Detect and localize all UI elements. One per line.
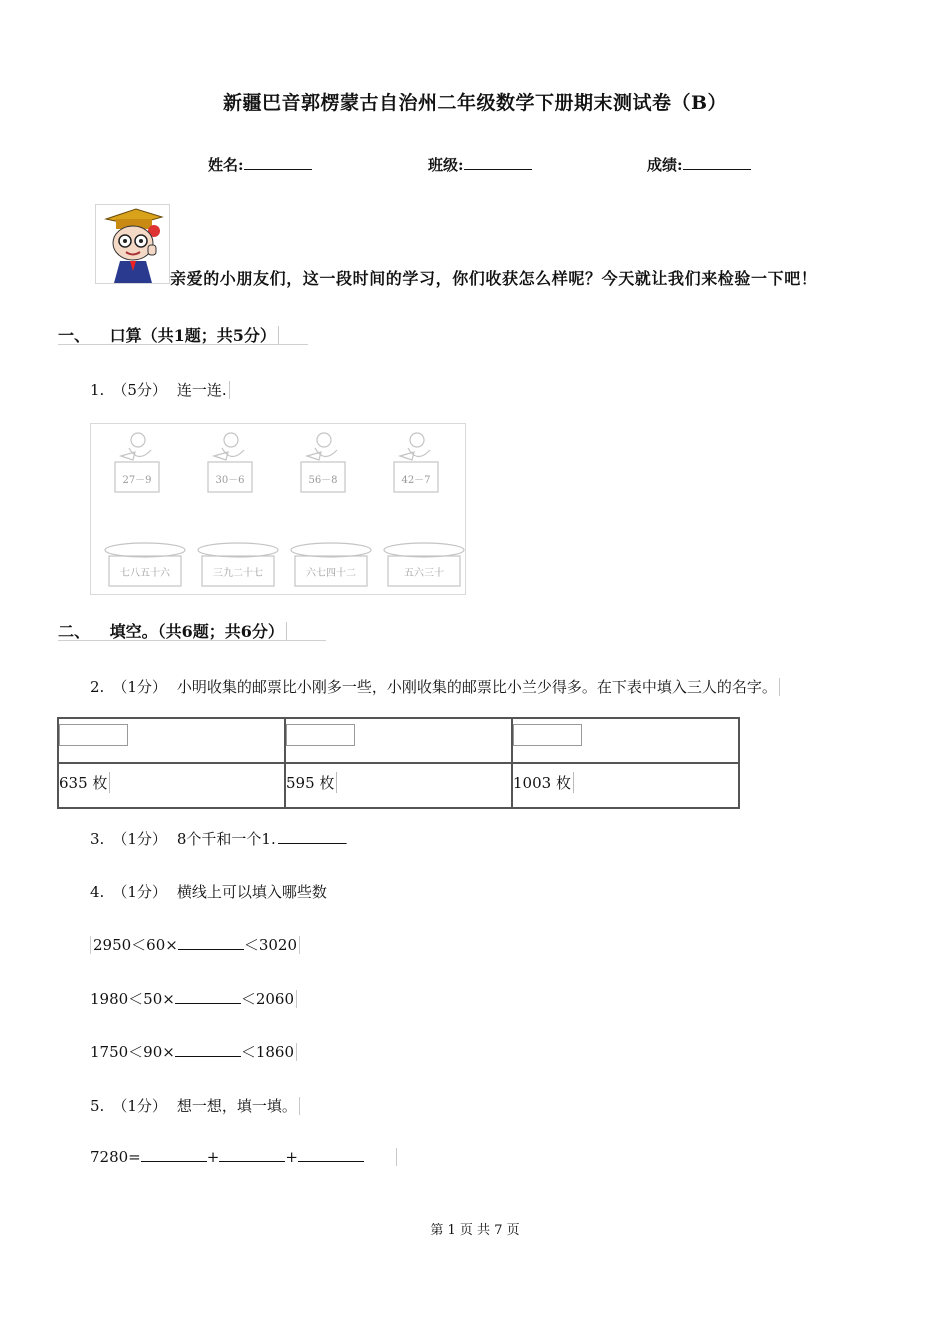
- q4-score: （1分）: [112, 883, 167, 901]
- inequality-right: ＜2060: [241, 990, 297, 1008]
- table-cell: [512, 718, 739, 763]
- pot-3: [291, 543, 371, 586]
- q5-equation-left: 7280=: [90, 1148, 141, 1166]
- stamp-count: 595 枚: [286, 772, 337, 793]
- q5-blank-2[interactable]: [219, 1161, 285, 1162]
- name-label: 姓名:: [208, 156, 244, 174]
- q1-text: 连一连.: [177, 381, 230, 399]
- expression-2: 30－6: [215, 475, 245, 486]
- name-input-box[interactable]: [513, 724, 582, 746]
- q2-score: （1分）: [112, 678, 167, 696]
- q2-text: 小明收集的邮票比小刚多一些，小刚收集的邮票比小兰少得多。在下表中填入三人的名字。: [177, 678, 780, 696]
- inequality-blank[interactable]: [175, 1003, 241, 1004]
- section-1-heading: [58, 323, 279, 346]
- inequality-right: ＜3020: [244, 936, 300, 954]
- table-cell: [58, 763, 285, 808]
- q1-number: 1.: [90, 381, 105, 399]
- page-footer: 第 1 页 共 7 页: [430, 1223, 520, 1238]
- score-label: 成绩:: [647, 156, 683, 174]
- q4-text: 横线上可以填入哪些数: [176, 883, 327, 901]
- pot-2: [198, 543, 278, 586]
- q5-blank-3[interactable]: [298, 1161, 364, 1162]
- expression-1: 27－9: [122, 475, 152, 486]
- q3-number: 3.: [90, 830, 105, 848]
- class-field: [428, 154, 532, 175]
- greeting-text: 亲爱的小朋友们，这一段时间的学习，你们收获怎么样呢？今天就让我们来检验一下吧！: [170, 269, 818, 288]
- question-1: [90, 379, 230, 400]
- q3-score: （1分）: [112, 830, 167, 848]
- inequality-blank[interactable]: [178, 949, 244, 950]
- class-blank[interactable]: [464, 169, 532, 170]
- table-cell: [512, 763, 739, 808]
- section-2-heading: [58, 619, 287, 642]
- answer-1: 七八五十六: [120, 568, 170, 579]
- inequality-row: [90, 934, 300, 955]
- class-label: 班级:: [428, 156, 464, 174]
- plus-sign: +: [285, 1148, 298, 1166]
- q5-text: 想一想，填一填。: [177, 1097, 300, 1115]
- q5-equation: [90, 1148, 397, 1166]
- q4-number: 4.: [90, 883, 105, 901]
- name-input-box[interactable]: [286, 724, 355, 746]
- pot-4: [384, 543, 464, 586]
- table-cell: [285, 718, 512, 763]
- q5-blank-1[interactable]: [141, 1161, 207, 1162]
- answer-4: 五六三十: [404, 568, 444, 579]
- inequality-left: 1980＜50×: [90, 990, 175, 1008]
- mascot-image: [95, 204, 170, 284]
- inequality-blank[interactable]: [175, 1056, 241, 1057]
- table-cell: [58, 718, 285, 763]
- q3-blank[interactable]: [278, 843, 347, 844]
- q2-number: 2.: [90, 678, 105, 696]
- score-field: [647, 154, 751, 175]
- score-blank[interactable]: [683, 169, 751, 170]
- inequality-row: [90, 988, 297, 1009]
- inequality-right: ＜1860: [241, 1043, 297, 1061]
- q1-score: （5分）: [112, 381, 167, 399]
- stamp-count: 1003 枚: [513, 772, 574, 793]
- table-cell: [285, 763, 512, 808]
- question-4: [90, 881, 327, 902]
- pot-1: [105, 543, 185, 586]
- stamp-count: 635 枚: [59, 772, 110, 793]
- page-title: 新疆巴音郭楞蒙古自治州二年级数学下册期末测试卷（B）: [222, 92, 728, 114]
- name-field: [208, 154, 312, 175]
- inequality-left: 1750＜90×: [90, 1043, 175, 1061]
- question-3: [90, 828, 347, 849]
- mascot-illustration: [96, 205, 169, 283]
- q3-text: 8个千和一个1.: [176, 830, 276, 848]
- section-1-title: 口算（共1题；共5分）: [110, 326, 279, 345]
- expression-4: 42－7: [401, 475, 431, 486]
- section-1-rule: [58, 344, 308, 345]
- matching-figure: [90, 423, 466, 595]
- plus-sign: +: [206, 1148, 220, 1166]
- q5-number: 5.: [90, 1097, 105, 1115]
- section-2-number: 二、: [58, 622, 91, 641]
- q5-score: （1分）: [112, 1097, 167, 1115]
- table-row: [58, 763, 739, 808]
- question-5: [90, 1095, 300, 1116]
- matching-illustration: [91, 424, 465, 594]
- section-2-rule: [58, 640, 326, 641]
- answer-3: 六七四十二: [306, 568, 356, 579]
- name-blank[interactable]: [244, 169, 312, 170]
- section-1-number: 一、: [58, 326, 91, 345]
- stamp-table: [57, 717, 740, 809]
- inequality-row: [90, 1041, 297, 1062]
- answer-2: 三九二十七: [213, 568, 263, 579]
- name-input-box[interactable]: [59, 724, 128, 746]
- question-2: [90, 676, 780, 697]
- inequality-left: 2950＜60×: [93, 936, 178, 954]
- section-2-title: 填空。（共6题；共6分）: [110, 622, 287, 641]
- table-row: [58, 718, 739, 763]
- expression-3: 56－8: [308, 475, 338, 486]
